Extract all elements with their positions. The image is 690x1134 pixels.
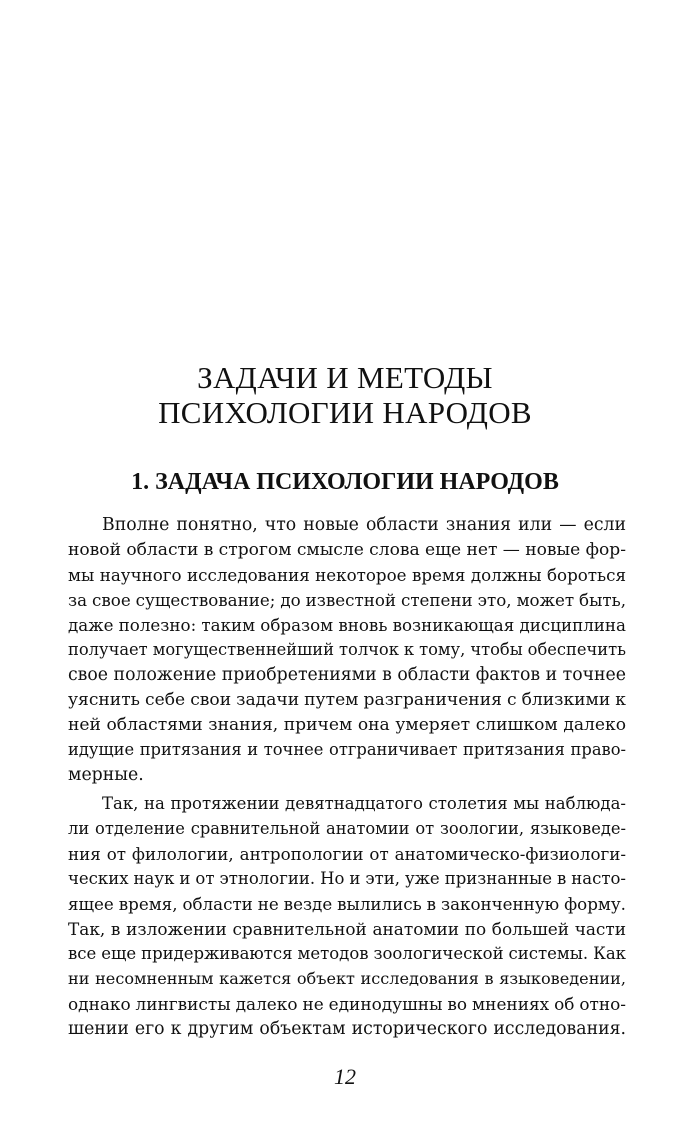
- paragraph-2-line: ящее время, области не везде вылились в законченную форму.: [68, 894, 626, 914]
- paragraph-2-line: ческих наук и от этнологии. Но и эти, уже признанные в насто-: [68, 869, 626, 888]
- section-heading: 1. ЗАДАЧА ПСИХОЛОГИИ НАРОДОВ: [131, 469, 559, 495]
- paragraph-2-line: Так, в изложении сравнительной анатомии по большей части: [68, 919, 626, 939]
- paragraph-2-line: ния от филологии, антропологии от анатомическо-физиологи-: [68, 844, 626, 864]
- paragraph-2-line: все еще придерживаются методов зоологической системы. Как: [68, 944, 626, 963]
- paragraph-1-line: уяснить себе свои задачи путем разграничения с близкими к: [68, 690, 626, 710]
- paragraph-1-line: мы научного исследования некоторое время должны бороться: [68, 565, 626, 585]
- paragraph-1-line: идущие притязания и точнее отграничивает притязания право-: [68, 740, 626, 759]
- paragraph-2-line: ни несомненным кажется объект исследования в языковедении,: [68, 969, 626, 988]
- chapter-title: [0, 360, 690, 430]
- paragraph-1-line: Вполне понятно, что новые области знания или — если: [102, 515, 626, 535]
- paragraph-1-line: получает могущественнейший толчок к тому, чтобы обеспечить: [68, 640, 626, 659]
- paragraph-1-line: за свое существование; до известной степени это, может быть,: [68, 590, 626, 610]
- paragraph-2-line: ли отделение сравнительной анатомии от зоологии, языковеде-: [68, 819, 626, 838]
- chapter-title-line-2: ПСИХОЛОГИИ НАРОДОВ: [158, 395, 532, 430]
- paragraph-1-line: новой области в строгом смысле слова еще нет — новые фор-: [68, 540, 626, 560]
- paragraph-1-line: свое положение приобретениями в области фактов и точнее: [68, 665, 626, 685]
- paragraph-2-line: шении его к другим объектам исторического исследования.: [68, 1019, 626, 1039]
- paragraph-2-line: Так, на протяжении девятнадцатого столетия мы наблюда-: [102, 794, 626, 813]
- page-number: 12: [334, 1064, 356, 1089]
- paragraph-1-line: ней областями знания, причем она умеряет слишком далеко: [68, 715, 626, 735]
- paragraph-2-line: однако лингвисты далеко не единодушны во мнениях об отно-: [68, 994, 626, 1014]
- paragraph-1-line: даже полезно: таким образом вновь возникающая дисциплина: [68, 615, 626, 635]
- chapter-title-line-1: ЗАДАЧИ И МЕТОДЫ: [197, 360, 493, 395]
- paragraph-1-line: мерные.: [68, 765, 144, 785]
